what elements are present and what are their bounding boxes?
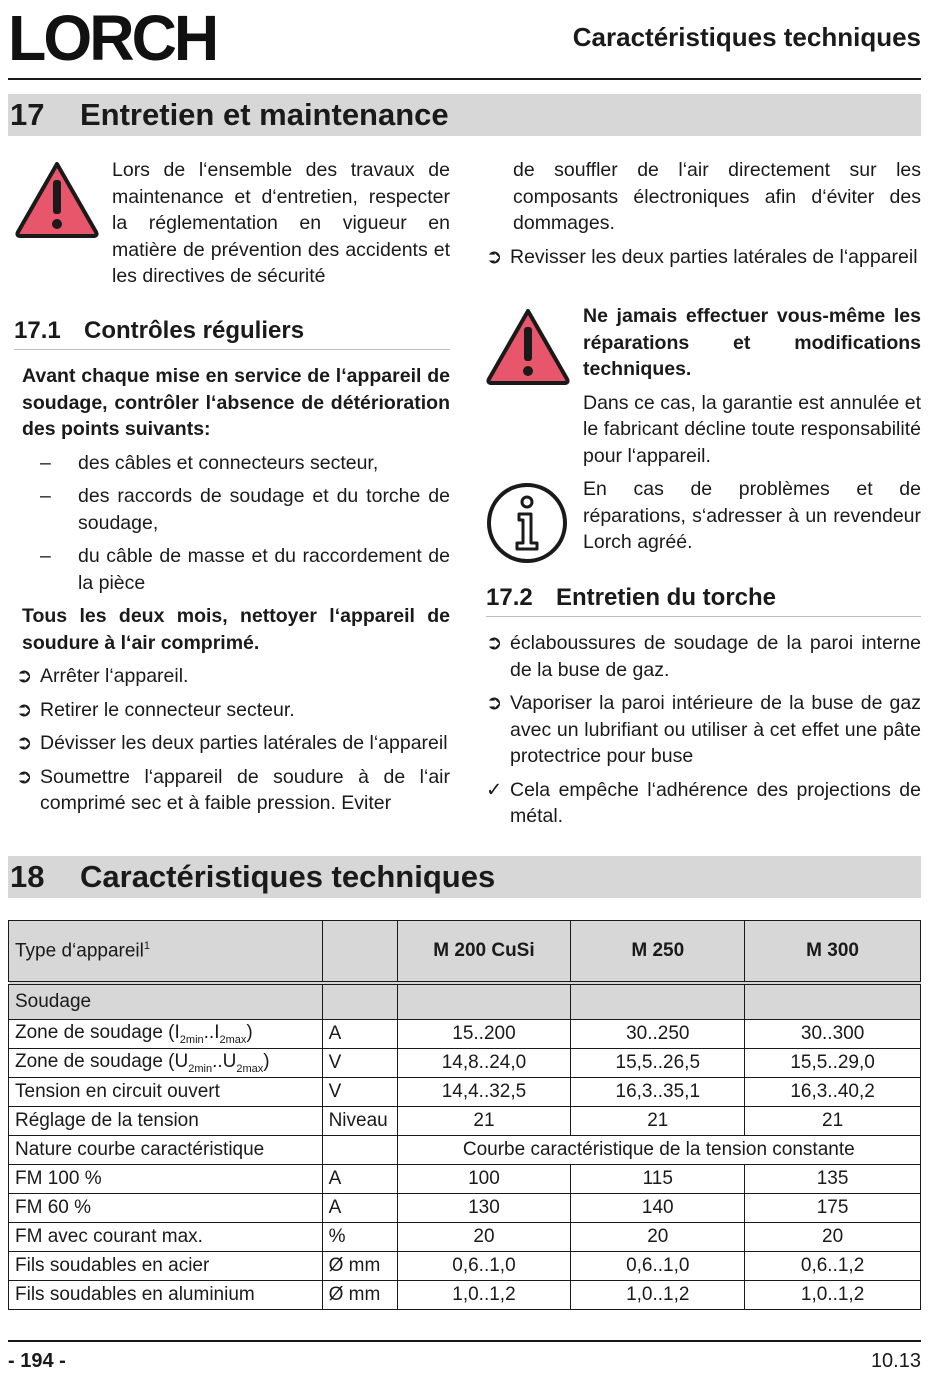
header-cell-unit (322, 921, 397, 984)
row-unit: A (322, 1165, 397, 1194)
row-value: 30..300 (745, 1020, 921, 1049)
arrow-icon: ➲ (16, 732, 33, 754)
table-row (9, 1281, 921, 1310)
step-item (16, 663, 450, 690)
list-item (22, 543, 450, 596)
row-value: 0,6..1,0 (397, 1252, 571, 1281)
section-17-heading (8, 94, 921, 136)
row-value: 1,0..1,2 (745, 1281, 921, 1310)
arrow-icon: ➲ (16, 698, 33, 721)
table-row (9, 1194, 921, 1223)
row-value: 0,6..1,0 (571, 1252, 745, 1281)
header-cell-type: Type d‘appareil$^1$ (9, 921, 323, 984)
step-item (486, 630, 921, 683)
empty-cell (571, 983, 745, 1020)
result-text: Cela empêche l‘adhérence des projections de métal. (510, 778, 921, 827)
subsection-title: Entretien du torche (556, 584, 777, 611)
row-value: 135 (745, 1165, 921, 1194)
row-value: 20 (571, 1223, 745, 1252)
step-item (486, 690, 921, 770)
row-unit: % (322, 1223, 397, 1252)
arrow-icon: ➲ (486, 692, 503, 714)
row-value: 20 (745, 1223, 921, 1252)
list-item (22, 483, 450, 536)
header-rule (8, 78, 921, 80)
table-row (9, 1252, 921, 1281)
subsection-17-2-heading (486, 585, 921, 617)
table-group-row (9, 983, 921, 1020)
cleaning-instruction: Tous les deux mois, nettoyer l‘appareil de soudure à l‘air comprimé. (22, 605, 450, 654)
row-unit: Ø mm (322, 1252, 397, 1281)
step-text: éclaboussures de soudage de la paroi interne de la buse de gaz. (510, 632, 921, 681)
warning-text: Lors de l‘ensemble des travaux de maintenance et d‘entretien, respecter la réglementation en vigueur en matière de prévention des accidents et les directives de sécurité (112, 159, 450, 287)
empty-cell (745, 983, 921, 1020)
row-value: 1,0..1,2 (571, 1281, 745, 1310)
header-cell-model: M 250 (571, 921, 745, 984)
repair-warning-bold: Ne jamais effectuer vous-même les réparations et modifications techniques. (583, 305, 921, 380)
row-value: 21 (397, 1107, 571, 1136)
section-number: 18 (10, 859, 45, 894)
row-value: 130 (397, 1194, 571, 1223)
step-text: Retirer le connecteur secteur. (40, 698, 295, 721)
row-label: Tension en circuit ouvert (9, 1078, 323, 1107)
empty-cell (322, 983, 397, 1020)
row-label: FM 100 % (9, 1165, 323, 1194)
row-unit: Niveau (322, 1107, 397, 1136)
lorch-logo: LORCH (8, 2, 217, 74)
row-value: 16,3..40,2 (745, 1078, 921, 1107)
row-label: Nature courbe caractéristique (9, 1136, 323, 1165)
row-value-span: Courbe caractéristique de la tension constante (397, 1136, 920, 1165)
warning-triangle-icon (485, 307, 571, 385)
subsection-17-1-heading (14, 318, 450, 350)
table-row (9, 1078, 921, 1107)
table-row (9, 1165, 921, 1194)
row-value: 175 (745, 1194, 921, 1223)
table-row (9, 1136, 921, 1165)
continued-text: de souffler de l‘air directement sur les composants électroniques afin d‘éviter des dommages. (513, 159, 921, 234)
row-value: 16,3..35,1 (571, 1078, 745, 1107)
row-value: 14,4..32,5 (397, 1078, 571, 1107)
empty-cell (397, 983, 571, 1020)
table-row (9, 1223, 921, 1252)
dash-bullet: – (40, 485, 51, 507)
info-text: En cas de problèmes et de réparations, s‘adresser à un revendeur Lorch agréé. (583, 478, 921, 553)
result-item (486, 777, 921, 830)
step-item (16, 764, 450, 817)
step-text: Dévisser les deux parties latérales de l‘appareil (40, 732, 448, 754)
section-title: Entretien et maintenance (80, 97, 449, 132)
row-label: Fils soudables en acier (9, 1252, 323, 1281)
row-value: 15,5..29,0 (745, 1049, 921, 1078)
list-item-text: des câbles et connecteurs secteur, (78, 451, 379, 474)
document-date: 10.13 (870, 1350, 921, 1372)
row-value: 21 (571, 1107, 745, 1136)
technical-specs-table (8, 920, 921, 1310)
dash-bullet: – (40, 545, 51, 567)
step-text: Arrêter l‘appareil. (40, 665, 189, 687)
row-unit (322, 1136, 397, 1165)
subsection-number: 17.1 (14, 317, 61, 344)
row-label: FM avec courant max. (9, 1223, 323, 1252)
section-18-heading (8, 856, 921, 898)
row-value: 14,8..24,0 (397, 1049, 571, 1078)
row-value: 1,0..1,2 (397, 1281, 571, 1310)
check-icon: ✓ (486, 778, 503, 801)
repair-warning-text: Dans ce cas, la garantie est annulée et le fabricant décline toute responsabilité pour l‘appareil. (583, 391, 921, 467)
row-unit: V (322, 1049, 397, 1078)
row-label: Zone de soudage $(U_{2min}..U_{2max})$ (9, 1049, 323, 1078)
row-value: 21 (745, 1107, 921, 1136)
step-text: Vaporiser la paroi intérieure de la buse de gaz avec un lubrifiant ou utiliser à cet effet une pâte protectrice pour buse (510, 692, 921, 767)
row-unit: A (322, 1020, 397, 1049)
row-label: FM 60 % (9, 1194, 323, 1223)
warning-triangle-icon (14, 160, 100, 238)
step-item (486, 244, 921, 271)
row-unit: V (322, 1078, 397, 1107)
row-value: 100 (397, 1165, 571, 1194)
table-header-row (9, 921, 921, 984)
subsection-title: Contrôles réguliers (84, 317, 305, 344)
subsection-number: 17.2 (486, 584, 533, 611)
arrow-icon: ➲ (16, 765, 33, 788)
step-item (16, 730, 450, 757)
section-number: 17 (10, 97, 45, 132)
step-item (16, 697, 450, 724)
arrow-icon: ➲ (486, 246, 503, 268)
row-label: Zone de soudage $(I_{2min}..I_{2max})$ (9, 1020, 323, 1049)
row-value: 15,5..26,5 (571, 1049, 745, 1078)
row-label: Fils soudables en aluminium (9, 1281, 323, 1310)
row-value: 20 (397, 1223, 571, 1252)
step-text: Soumettre l‘appareil de soudure à de l‘air comprimé sec et à faible pression. Eviter (40, 765, 450, 814)
table-row (9, 1049, 921, 1078)
header-cell-model: M 300 (745, 921, 921, 984)
group-label: Soudage (9, 983, 323, 1020)
row-unit: Ø mm (322, 1281, 397, 1310)
arrow-icon: ➲ (16, 665, 33, 687)
info-circle-icon (485, 481, 569, 565)
list-item (22, 450, 450, 477)
dash-bullet: – (40, 451, 51, 474)
row-value: 15..200 (397, 1020, 571, 1049)
checks-intro: Avant chaque mise en service de l‘appareil de soudage, contrôler l‘absence de détérioration des points suivants: (22, 365, 450, 440)
row-value: 140 (571, 1194, 745, 1223)
row-value: 0,6..1,2 (745, 1252, 921, 1281)
header-title: Caractéristiques techniques (572, 22, 921, 52)
list-item-text: des raccords de soudage et du torche de soudage, (78, 485, 450, 534)
page-number: - 194 - (8, 1350, 66, 1372)
arrow-icon: ➲ (486, 632, 503, 654)
row-value: 115 (571, 1165, 745, 1194)
row-unit: A (322, 1194, 397, 1223)
footer-rule (8, 1340, 921, 1342)
row-value: 30..250 (571, 1020, 745, 1049)
header-cell-model: M 200 CuSi (397, 921, 571, 984)
table-row (9, 1107, 921, 1136)
list-item-text: du câble de masse et du raccordement de la pièce (78, 545, 450, 594)
section-title: Caractéristiques techniques (80, 859, 496, 894)
row-label: Réglage de la tension (9, 1107, 323, 1136)
table-row (9, 1020, 921, 1049)
step-text: Revisser les deux parties latérales de l‘appareil (510, 246, 918, 268)
